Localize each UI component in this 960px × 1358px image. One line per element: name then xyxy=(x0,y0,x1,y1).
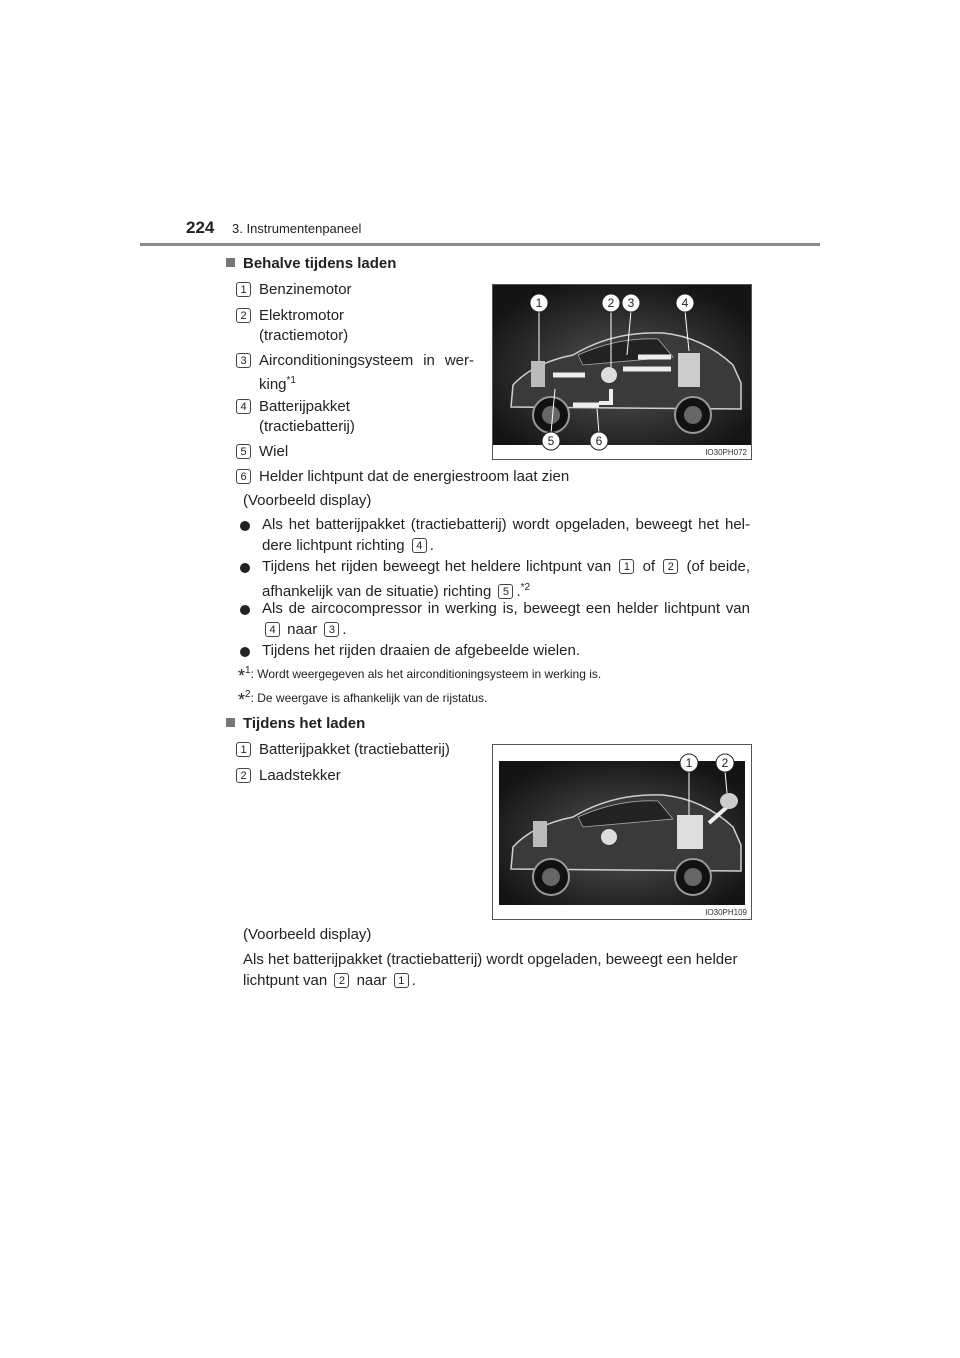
callout-label: 1 xyxy=(685,756,693,770)
section-heading-1: Behalve tijdens laden xyxy=(226,255,396,272)
example-note: (Voorbeeld display) xyxy=(243,492,372,509)
square-bullet-icon xyxy=(226,718,235,727)
square-bullet-icon xyxy=(226,258,235,267)
callout-label: 1 xyxy=(535,296,543,310)
callout-label: 3 xyxy=(627,296,635,310)
bullet-item: Tijdens het rijden beweegt het heldere lichtpunt van 1 of 2 (of beide, afhankelijk van de situatie) richting 5 .$^{*2}$ xyxy=(240,556,750,602)
page-number: 224 xyxy=(186,218,215,237)
figure-id: IO30PH109 xyxy=(705,908,747,917)
callout-label: 2 xyxy=(607,296,615,310)
bullet-dot-icon xyxy=(240,563,250,573)
figure-id: IO30PH072 xyxy=(705,448,747,457)
bullet-item: Als het batterijpakket (tractiebatterij) wordt opgeladen, beweegt het hel-dere lichtpunt richting 4 . xyxy=(240,514,750,556)
figure-energy-flow xyxy=(492,284,752,460)
footnote-2: *$^2$: De weergave is afhankelijk van de rijstatus. xyxy=(238,689,488,710)
number-badge: 5 xyxy=(236,444,251,459)
number-badge: 4 xyxy=(236,399,251,414)
header-rule xyxy=(140,243,820,246)
number-badge: 2 xyxy=(236,768,251,783)
bullet-dot-icon xyxy=(240,521,250,531)
number-badge: 1 xyxy=(236,742,251,757)
chapter-title: 3. Instrumentenpaneel xyxy=(232,221,362,236)
bullet-dot-icon xyxy=(240,647,250,657)
number-badge: 6 xyxy=(236,469,251,484)
bullet-dot-icon xyxy=(240,605,250,615)
callout-label: 6 xyxy=(595,434,603,448)
number-badge: 2 xyxy=(236,308,251,323)
example-note: (Voorbeeld display) xyxy=(243,926,372,943)
callout-label: 5 xyxy=(547,434,555,448)
charging-paragraph: Als het batterijpakket (tractiebatterij) wordt opgeladen, beweegt een helder lichtpunt van 2 naar 1 . xyxy=(243,951,738,989)
number-badge: 3 xyxy=(236,353,251,368)
figure-charging xyxy=(492,744,752,920)
callout-label: 2 xyxy=(721,756,729,770)
bullet-item: Als de aircocompressor in werking is, beweegt een helder lichtpunt van 4 naar 3 . xyxy=(240,598,750,640)
callout-label: 4 xyxy=(681,296,689,310)
section-heading-2: Tijdens het laden xyxy=(226,715,365,732)
number-badge: 1 xyxy=(236,282,251,297)
bullet-item: Tijdens het rijden draaien de afgebeelde wielen. xyxy=(240,640,750,661)
footnote-1: *$^1$: Wordt weergegeven als het airconditioningsysteem in werking is. xyxy=(238,665,602,686)
